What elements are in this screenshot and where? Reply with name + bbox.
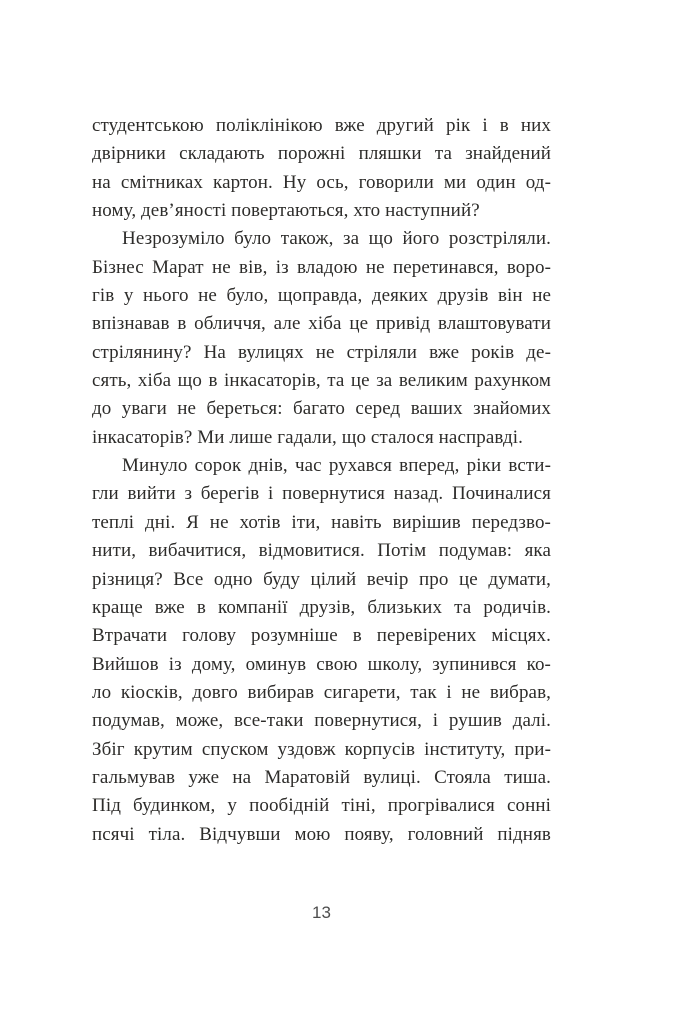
text-line: подумав, може, все-таки повернутися, і рушив далі.	[92, 710, 551, 732]
text-line: стрілянину? На вулицях не стріляли вже років де-	[92, 341, 551, 363]
body-text	[92, 112, 551, 849]
text-line: різниця? Все одно буду цілий вечір про це думати,	[92, 568, 551, 590]
text-line: ному, дев’яності повертаються, хто наступний?	[92, 200, 480, 222]
text-line: студентською поліклінікою вже другий рік і в них	[92, 115, 551, 136]
text-line: гальмував уже на Маратовій вулиці. Стояла тиша.	[92, 766, 551, 788]
text-line: гів у нього не було, щоправда, деяких друзів він не	[92, 285, 551, 307]
text-line: на смітниках картон. Ну ось, говорили ми один од-	[92, 171, 551, 193]
text-line: Бізнес Марат не вів, із владою не перетинався, воро-	[92, 256, 551, 278]
text-line: інкасаторів? Ми лише гадали, що сталося насправді.	[92, 426, 523, 448]
text-line: Збіг крутим спуском уздовж корпусів інституту, при-	[92, 738, 551, 760]
text-line: двірники складають порожні пляшки та знайдений	[92, 143, 551, 165]
text-line: краще вже в компанії друзів, близьких та родичів.	[92, 596, 551, 618]
text-line: псячі тіла. Відчувши мою появу, головний підняв	[92, 823, 551, 845]
text-line: Минуло сорок днів, час рухався вперед, ріки всти-	[122, 455, 551, 477]
text-line: теплі дні. Я не хотів іти, навіть вирішив передзво-	[92, 511, 551, 533]
text-line: Незрозуміло було також, за що його розстріляли.	[122, 228, 551, 250]
text-line: Втрачати голову розумніше в перевірених місцях.	[92, 625, 551, 647]
text-line: нити, вибачитися, відмовитися. Потім подумав: яка	[92, 540, 551, 562]
text-line: Під будинком, у пообідній тіні, прогрівалися сонні	[92, 795, 551, 817]
text-line: впізнавав в обличчя, але хіба це привід влаштовувати	[92, 313, 551, 335]
text-line: Вийшов із дому, оминув свою школу, зупинився ко-	[92, 653, 551, 675]
page-number: 13	[312, 903, 331, 922]
text-line: до уваги не береться: багато серед ваших знайомих	[92, 398, 551, 420]
text-line: ло кіосків, довго вибирав сигарети, так і не вибрав,	[92, 681, 551, 703]
text-line: сять, хіба що в інкасаторів, та це за великим рахунком	[92, 370, 551, 392]
text-line: гли вийти з берегів і повернутися назад. Починалися	[92, 483, 551, 505]
